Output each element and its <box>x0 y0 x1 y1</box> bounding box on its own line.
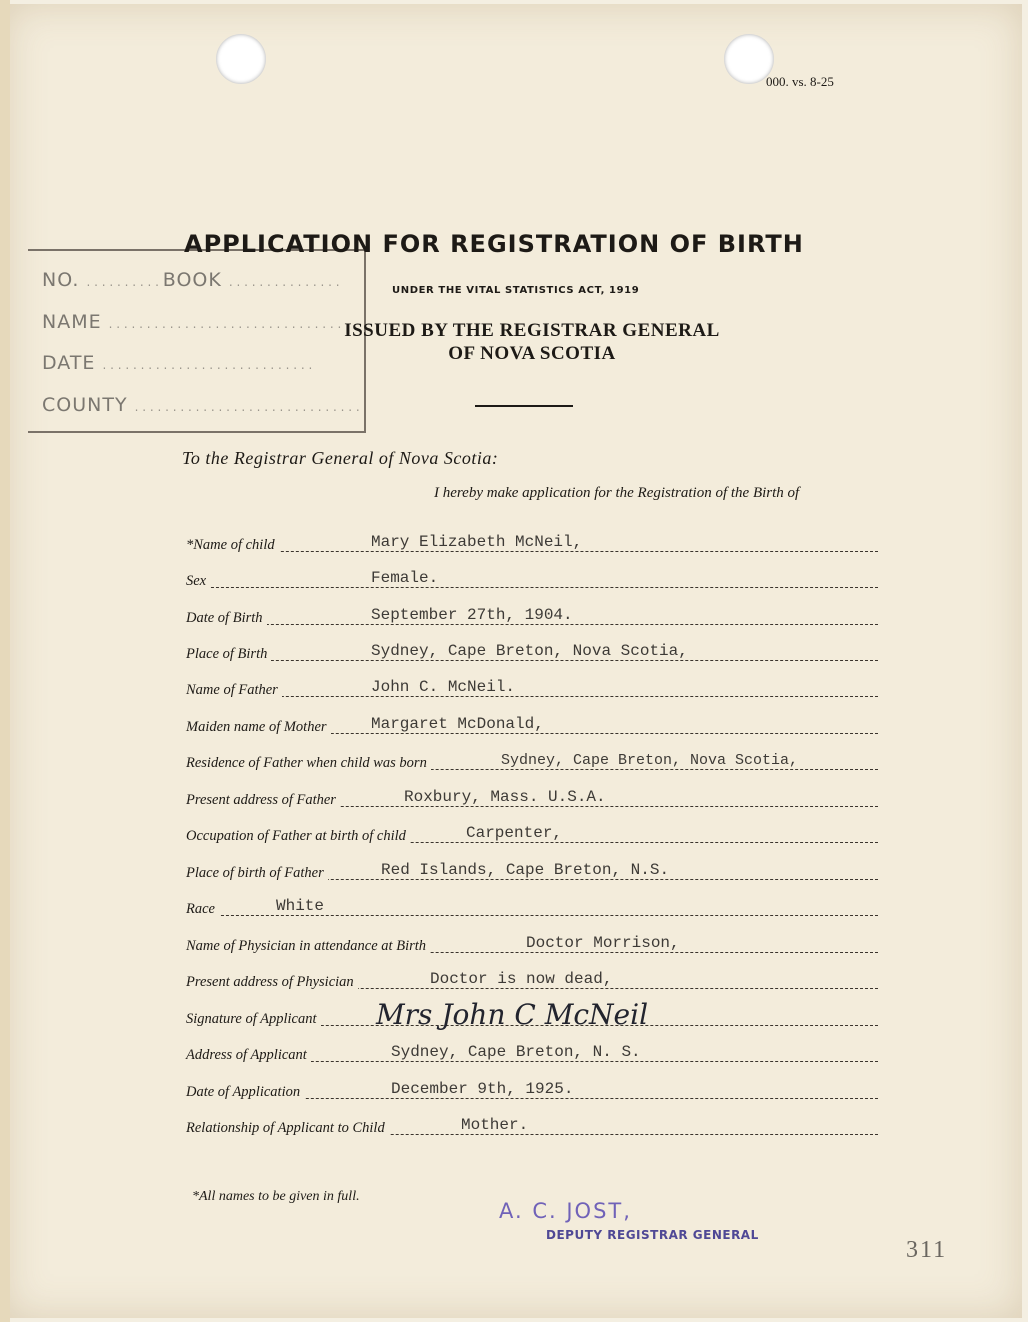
stamp-county-label: COUNTY <box>42 394 128 416</box>
field-label: Occupation of Father at birth of child <box>186 828 410 845</box>
field-race <box>186 895 878 916</box>
field-maiden-name-of-mother <box>186 713 878 734</box>
form-subtitle: UNDER THE VITAL STATISTICS ACT, 1919 <box>392 285 640 296</box>
field-occupation-of-father <box>186 822 878 843</box>
title-rule <box>475 405 573 407</box>
field-label: Signature of Applicant <box>186 1011 321 1028</box>
field-value: September 27th, 1904. <box>371 606 573 624</box>
stamp-book-label: BOOK <box>162 269 222 291</box>
stamp-date-label: DATE <box>42 352 96 374</box>
left-edge-strip <box>0 0 10 1322</box>
issuer-block <box>296 319 768 365</box>
field-label: *Name of child <box>186 537 279 554</box>
stamp-date-row: DATE . . . . . . . . . . . . . . . . . . . . . . . . . . . . <box>42 352 313 374</box>
field-label: Address of Applicant <box>186 1047 311 1064</box>
field-name-of-child <box>186 531 878 552</box>
field-value: Roxbury, Mass. U.S.A. <box>404 788 606 806</box>
field-value: White <box>276 897 325 915</box>
stamp-no-row: NO. . . . . . . . . . . BOOK . . . . . . . . . . . . . . . <box>42 269 340 291</box>
field-value: Doctor is now dead, <box>430 970 613 988</box>
field-label: Maiden name of Mother <box>186 719 331 736</box>
deputy-stamp-title: DEPUTY REGISTRAR GENERAL <box>546 1228 759 1242</box>
field-value: Mother. <box>461 1116 529 1134</box>
field-present-address-of-father <box>186 786 878 807</box>
field-label: Residence of Father when child was born <box>186 755 431 772</box>
salutation: To the Registrar General of Nova Scotia: <box>182 448 499 468</box>
document-page <box>6 4 1022 1318</box>
field-signature-of-applicant <box>186 998 878 1031</box>
field-sex <box>186 567 878 588</box>
field-residence-of-father <box>186 749 878 770</box>
field-label: Race <box>186 901 219 918</box>
field-label: Place of Birth <box>186 646 271 663</box>
field-value: John C. McNeil. <box>371 678 516 696</box>
deputy-stamp-name: A. C. JOST, <box>499 1199 632 1223</box>
field-value: Red Islands, Cape Breton, N.S. <box>381 861 670 879</box>
field-value: December 9th, 1925. <box>391 1080 574 1098</box>
field-value: Margaret McDonald, <box>371 715 544 733</box>
stamp-no-label: NO. <box>42 269 80 291</box>
field-name-of-father <box>186 676 878 697</box>
field-place-of-birth-of-father <box>186 859 878 880</box>
field-label: Present address of Physician <box>186 974 358 991</box>
field-label: Sex <box>186 573 210 590</box>
stamp-county-row: COUNTY . . . . . . . . . . . . . . . . . . . . . . . . . . . . . . <box>42 394 360 416</box>
page-number: 311 <box>906 1237 948 1263</box>
field-label: Present address of Father <box>186 792 340 809</box>
field-value: Sydney, Cape Breton, N. S. <box>391 1043 641 1061</box>
field-value: Female. <box>371 569 439 587</box>
field-relationship-to-child <box>186 1114 878 1135</box>
field-date-of-application <box>186 1078 878 1099</box>
field-value: Carpenter, <box>466 824 563 842</box>
field-value: Mary Elizabeth McNeil, <box>371 533 583 551</box>
footnote: *All names to be given in full. <box>192 1189 360 1204</box>
field-label: Date of Application <box>186 1084 304 1101</box>
field-label: Name of Physician in attendance at Birth <box>186 938 430 955</box>
field-present-address-of-physician <box>186 968 878 989</box>
field-value: Sydney, Cape Breton, Nova Scotia, <box>501 752 799 769</box>
field-date-of-birth <box>186 604 878 625</box>
form-title: APPLICATION FOR REGISTRATION OF BIRTH <box>184 230 804 258</box>
field-label: Place of birth of Father <box>186 865 328 882</box>
field-value: Sydney, Cape Breton, Nova Scotia, <box>371 642 688 660</box>
stamp-name-label: NAME <box>42 311 102 333</box>
field-place-of-birth <box>186 640 878 661</box>
field-label: Date of Birth <box>186 610 267 627</box>
application-statement: I hereby make application for the Registration of the Birth of <box>434 485 800 501</box>
field-value: Doctor Morrison, <box>526 934 680 952</box>
punch-hole-left <box>216 34 266 84</box>
issuer-line-1: ISSUED BY THE REGISTRAR GENERAL <box>344 320 720 341</box>
field-label: Name of Father <box>186 682 282 699</box>
issuer-line-2: OF NOVA SCOTIA <box>448 343 616 364</box>
field-address-of-applicant <box>186 1041 878 1062</box>
stamp-name-row: NAME . . . . . . . . . . . . . . . . . . . . . . . . . . . . . . . <box>42 311 342 333</box>
field-name-of-physician <box>186 932 878 953</box>
applicant-signature: Mrs John C McNeil <box>376 998 649 1031</box>
field-label: Relationship of Applicant to Child <box>186 1120 389 1137</box>
form-number: 000. vs. 8-25 <box>766 74 834 89</box>
